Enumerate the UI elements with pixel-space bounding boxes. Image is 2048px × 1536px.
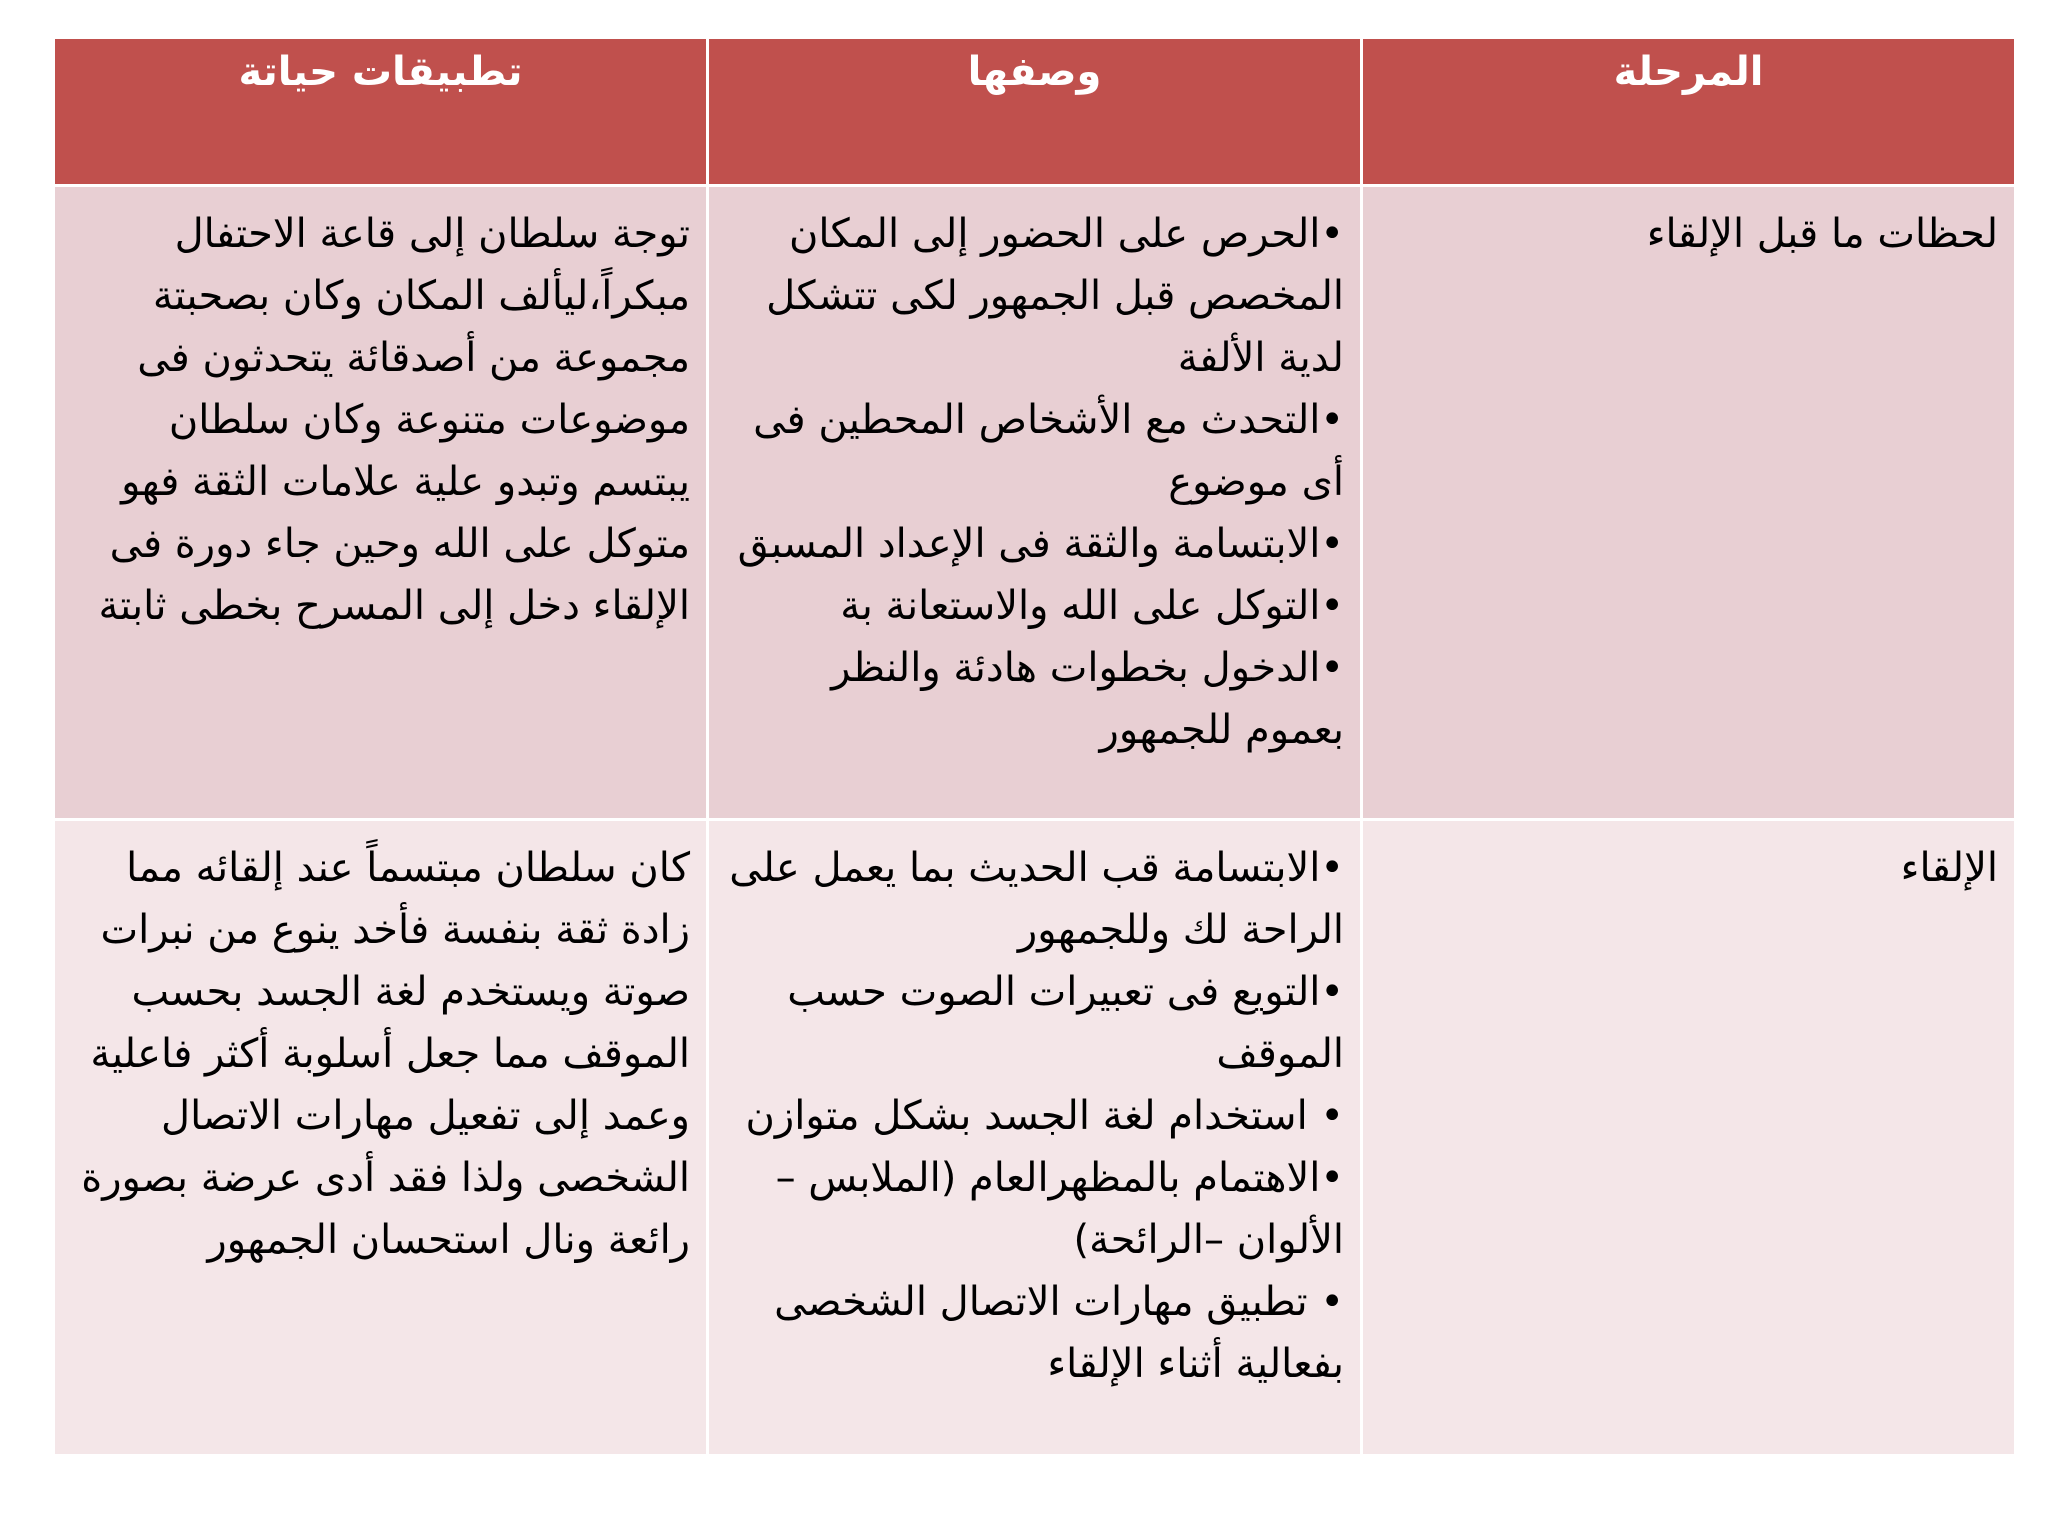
cell-applications [54,186,708,820]
list-item: •التحدث مع الأشخاص المحطين فى أى موضوع [753,397,1344,505]
cell-description [708,820,1362,1456]
applications-text: كان سلطان مبتسماً عند إلقائه مما زادة ثقة بنفسة فأخد ينوع من نبرات صوتة ويستخدم لغة الجسد بحسب الموقف مما جعل أسلوبة أكثر فاعلية وعمد إلى تفعيل مهارات الاتصال الشخصى ولذا فقد أدى عرضة بصورة رائعة ونال استحسان الجمهور [81,845,690,1263]
table-header-row [54,38,2016,186]
list-item: • تطبيق مهارات الاتصال الشخصى بفعالية أثناء الإلقاء [774,1279,1344,1387]
cell-stage [1362,820,2016,1456]
header-stage: المرحلة [1362,38,2016,186]
list-item: •الدخول بخطوات هادئة والنظر بعموم للجمهور [831,645,1344,753]
table-row [54,186,2016,820]
list-item: •الابتسامة والثقة فى الإعداد المسبق [737,521,1344,567]
list-item: •التوكل على الله والاستعانة بة [840,583,1344,629]
applications-text: توجة سلطان إلى قاعة الاحتفال مبكراً،ليألف المكان وكان بصحبتة مجموعة من أصدقائة يتحدثون فى موضوعات متنوعة وكان سلطان يبتسم وتبدو علية علامات الثقة فهو متوكل على الله وحين جاء دورة فى الإلقاء دخل إلى المسرح بخطى ثابتة [98,211,690,629]
description-list [725,203,1344,761]
header-applications: تطبيقات حياتة [54,38,708,186]
list-item: •التويع فى تعبيرات الصوت حسب الموقف [787,969,1344,1077]
stage-text: لحظات ما قبل الإلقاء [1646,211,1998,257]
stages-table [52,36,2017,1457]
list-item: •الاهتمام بالمظهرالعام (الملابس – الألوان –الرائحة) [775,1155,1344,1263]
header-description: وصفها [708,38,1362,186]
cell-description [708,186,1362,820]
table-row [54,820,2016,1456]
cell-stage [1362,186,2016,820]
description-list [725,837,1344,1395]
list-item: •الابتسامة قب الحديث بما يعمل على الراحة لك وللجمهور [729,845,1344,953]
list-item: •الحرص على الحضور إلى المكان المخصص قبل الجمهور لكى تتشكل لدية الألفة [766,211,1344,381]
stage-text: الإلقاء [1900,845,1998,891]
cell-applications [54,820,708,1456]
list-item: • استخدام لغة الجسد بشكل متوازن [745,1093,1344,1139]
